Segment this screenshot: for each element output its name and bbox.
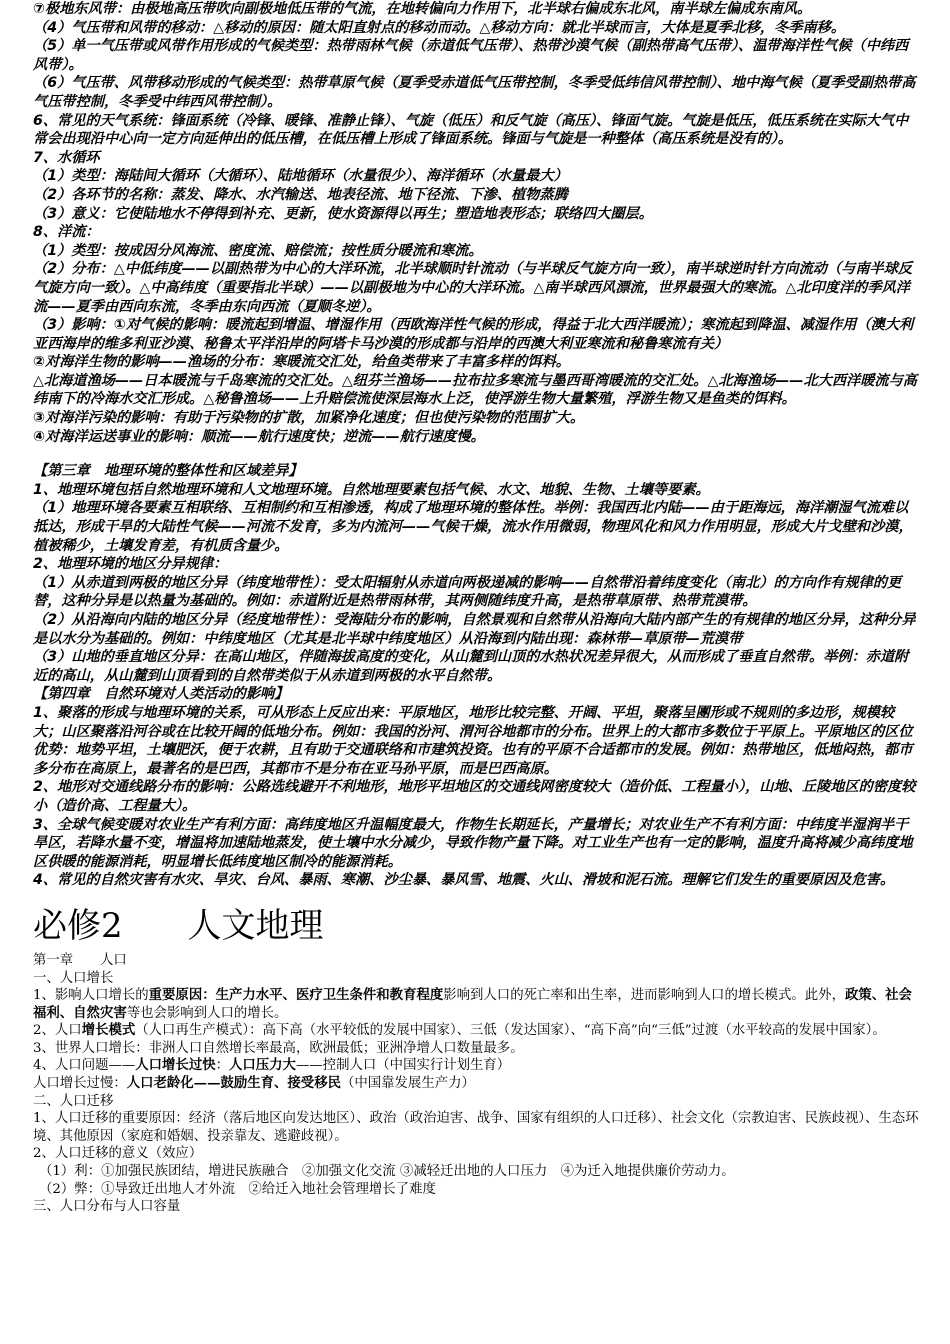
para-current-climate-impact: （3）影响：①对气候的影响：暖流起到增温、增湿作用（西欧海洋性气候的形成，得益于北大西洋暖流）；寒流起到降温、减湿作用（澳大利亚西海岸的维多利亚沙漠、秘鲁太平洋沿岸的阿塔卡马沙漠的形成都与沿岸的西澳大利亚寒流和秘鲁寒流有关）	[33, 317, 914, 352]
course-name: 必修2	[33, 905, 123, 946]
para-current-pollution-impact: ③对海洋污染的影响：有助于污染物的扩散，加紧净化速度；但也使污染物的范围扩大。	[33, 410, 585, 427]
heading-ocean-currents: 8、洋流：	[33, 224, 100, 241]
para-fishing-grounds: △北海道渔场——日本暖流与千岛寒流的交汇处。△纽芬兰渔场——拉布拉多寒流与墨西哥湾暖流的交汇处。△北海渔场——北大西洋暖流与高纬南下的冷海水交汇形成。△秘鲁渔场——上升赔偿流使深层海水上泛，使浮游生物大量繁殖，浮游生物又是鱼类的饵料。	[33, 372, 917, 408]
heading-distribution-capacity: 三、人口分布与人口容量	[33, 1199, 181, 1215]
para-water-cycle-links: （2）各环节的名称：蒸发、降水、水汽输送、地表径流、地下径流、下渗、植物蒸腾	[33, 186, 568, 203]
chapter1-title: 第一章 人口	[33, 952, 127, 968]
chapter4-title: 【第四章 自然环境对人类活动的影响】	[33, 686, 289, 703]
para-single-belt-climates: （5）单一气压带或风带作用形成的气候类型：热带雨林气候（赤道低气压带）、热带沙漠气候（副热带高气压带）、温带海洋性气候（中纬西风带）。	[33, 38, 909, 73]
heading-migration: 二、人口迁移	[33, 1093, 114, 1109]
module-heading	[33, 904, 920, 948]
para-vertical-zonation: （3）山地的垂直地区分异：在高山地区，伴随海拔高度的变化，从山麓到山顶的水热状况差异很大，从而形成了垂直自然带。举例：赤道附近的高山，从山麓到山顶看到的自然带类似于从赤道到两极的水平自然带。	[33, 649, 909, 684]
para-transport-routes: 2、地形对交通线路分布的影响：公路选线避开不利地形，地形平坦地区的交通线网密度较大（造价低、工程量小），山地、丘陵地区的密度较小（造价高、工程量大）。	[33, 779, 916, 814]
para-growth-factors: 1、影响人口增长的重要原因：生产力水平、医疗卫生条件和教育程度影响到人口的死亡率和出生率，进而影响到人口的增长模式。此外，政策、社会福利、自然灾害等也会影响到人口的增长。	[33, 987, 912, 1021]
para-water-cycle-meaning: （3）意义：它使陆地水不停得到补充、更新，使水资源得以再生；塑造地表形态；联络四大圈层。	[33, 205, 653, 222]
para-migration-effects: 2、人口迁移的意义（效应）	[33, 1146, 203, 1162]
para-longitudinal-zonation: （2）从沿海向内陆的地区分异（经度地带性）：受海陆分布的影响，自然景观和自然带从沿海向大陆内部产生的有规律的地区分异，这种分异是以水分为基础的。例如：中纬度地区（尤其是北半球中纬度地区）从沿海到内陆出现：森林带—草原带—荒漠带	[33, 612, 916, 647]
subject-name: 人文地理	[187, 905, 324, 946]
chapter3-title: 【第三章 地理环境的整体性和区域差异】	[33, 463, 303, 480]
para-environment-integrity: （1）地理环境各要素互相联络、互相制约和互相渗透，构成了地理环境的整体性。举例：我国西北内陆——由于距海远，海洋潮湿气流难以抵达，形成干旱的大陆性气候——河流不发育，多为内流河——气候干燥，流水作用微弱，物理风化和风力作用明显，形成大片戈壁和沙漠，植被稀少，土壤发育差，有机质含量少。	[33, 500, 913, 554]
para-polar-easterlies: ⑦极地东风带：由极地高压带吹向副极地低压带的气流，在地转偏向力作用下，北半球右偏成东北风，南半球左偏成东南风。	[33, 1, 812, 17]
para-regional-differentiation: 2、地理环境的地区分异规律：	[33, 556, 228, 573]
para-water-cycle-types: （1）类型：海陆间大循环（大循环）、陆地循环（水量很少）、海洋循环（水量最大）	[33, 168, 568, 185]
spacer	[33, 446, 920, 462]
para-belt-shift: （4）气压带和风带的移动：△移动的原因：随太阳直射点的移动而动。△移动方向：就北半球而言，大体是夏季北移，冬季南移。	[33, 19, 846, 36]
para-migration-causes: 1、人口迁移的重要原因：经济（落后地区向发达地区）、政治（政治迫害、战争、国家有组织的人口迁移）、社会文化（宗教迫害、民族歧视）、生态环境、其他原因（家庭和婚姻、投亲靠友、逃避歧视）。	[33, 1111, 919, 1144]
para-migration-benefits: （1）利：①加强民族团结，增进民族融合 ②加强文化交流 ③减轻迁出地的人口压力 ④为迁入地提供廉价劳动力。	[39, 1164, 735, 1180]
section-atmosphere-water-ocean	[33, 0, 920, 446]
section-population	[33, 952, 920, 1216]
heading-population-growth: 一、人口增长	[33, 970, 114, 986]
para-settlements: 1、聚落的形成与地理环境的关系，可从形态上反应出来：平原地区，地形比较完整、开阔、平坦，聚落呈團形或不规则的多边形，规模较大；山区聚落沿河谷或在比较开阔的低地分布。例如：我国的汾河、渭河谷地都市的分布。世界上的大都市多数位于平原上。平原地区的区位优势：地势平坦，土壤肥沃，便于农耕，且有助于交通联络和市建筑投资。也有的平原不合适都市的发展。例如：热带地区，低地闷热，都市多分布在高原上，最著名的是巴西，其都市不是分布在亚马孙平原，而是巴西高原。	[33, 704, 913, 777]
para-current-shipping-impact: ④对海洋运送事业的影响：顺流——航行速度快；逆流——航行速度慢。	[33, 428, 485, 445]
para-population-problem-fast: 4、人口问题——人口增长过快：人口压力大——控制人口（中国实行计划生育）	[33, 1057, 511, 1074]
para-shifting-belt-climates: （6）气压带、风带移动形成的气候类型：热带草原气候（夏季受赤道低气压带控制，冬季受低纬信风带控制）、地中海气候（夏季受副热带高气压带控制，冬季受中纬西风带控制）。	[33, 75, 916, 110]
para-current-distribution: （2）分布：△中低纬度——以副热带为中心的大洋环流，北半球顺时针流动（与半球反气旋方向一致），南半球逆时针方向流动（与南半球反气旋方向一致）。△中高纬度（重要指北半球）——以副极地为中心的大洋环流。△南半球西风漂流，世界最强大的寒流。△北印度洋的季风洋流——夏季由西向东流，冬季由东向西流（夏顺冬逆）。	[33, 261, 913, 315]
para-migration-drawbacks: （2）弊：①导致迁出地人才外流 ②给迁入地社会管理增长了难度	[39, 1181, 436, 1197]
heading-water-cycle: 7、水循环	[33, 149, 100, 166]
para-latitudinal-zonation: （1）从赤道到两极的地区分异（纬度地带性）：受太阳辐射从赤道向两极递减的影响——自然带沿着纬度变化（南北）的方向作有规律的更替，这种分异是以热量为基础的。例如：赤道附近是热带雨林带，其两侧随纬度升高，是热带草原带、热带荒漠带。	[33, 574, 902, 610]
para-global-warming: 3、全球气候变暖对农业生产有利方面：高纬度地区升温幅度最大，作物生长期延长，产量增长；对农业生产不有利方面：中纬度半湿润半干旱区，若降水量不变，增温将加速陆地蒸发，使土壤中水分减少，导致作物产量下降。对工业生产也有一定的影响，温度升高将减少高纬度地区供暖的能源消耗，明显增长低纬度地区制冷的能源消耗。	[33, 816, 913, 870]
para-natural-disasters: 4、常见的自然灾害有水灾、旱灾、台风、暴雨、寒潮、沙尘暴、暴风雪、地震、火山、滑坡和泥石流。理解它们发生的重要原因及危害。	[33, 872, 895, 889]
para-population-problem-slow: 人口增长过慢：人口老龄化——鼓励生育、接受移民（中国靠发展生产力）	[33, 1075, 475, 1092]
document-page	[33, 0, 920, 1216]
section-chapter3-4	[33, 462, 920, 890]
para-current-types: （1）类型：按成因分风海流、密度流、赔偿流；按性质分暖流和寒流。	[33, 242, 483, 259]
para-world-growth: 3、世界人口增长：非洲人口自然增长率最高，欧洲最低；亚洲净增人口数量最多。	[33, 1040, 524, 1056]
para-current-fishery-impact: ②对海洋生物的影响——渔场的分布：寒暖流交汇处，给鱼类带来了丰富多样的饵料。	[33, 354, 570, 371]
para-weather-systems: 6、常见的天气系统：锋面系统（冷锋、暖锋、准静止锋）、气旋（低压）和反气旋（高压）、锋面气旋。气旋是低压，低压系统在实际大气中常会出现沿中心向一定方向延伸出的低压槽，在低压槽上形成了锋面系统。锋面与气旋是一种整体（高压系统是没有的）。	[33, 112, 909, 148]
para-growth-models: 2、人口增长模式（人口再生产模式）：高下高（水平较低的发展中国家）、三低（发达国家）、“高下高”向“三低”过渡（水平较高的发展中国家）。	[33, 1022, 886, 1039]
para-environment-components: 1、地理环境包括自然地理环境和人文地理环境。自然地理要素包括气候、水文、地貌、生物、土壤等要素。	[33, 481, 710, 498]
